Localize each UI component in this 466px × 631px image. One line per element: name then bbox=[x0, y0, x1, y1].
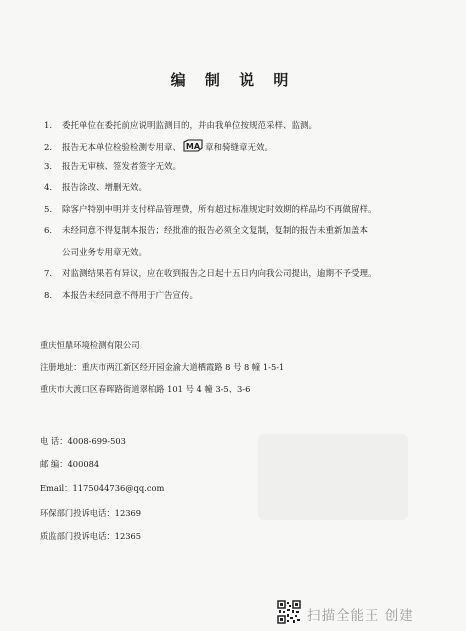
list-item-2 bbox=[44, 139, 273, 156]
cma-mark-icon bbox=[182, 139, 204, 156]
item-number: 5. bbox=[44, 205, 53, 215]
list-item-6 bbox=[44, 225, 368, 237]
item-number: 7. bbox=[44, 269, 53, 279]
item-number: 4. bbox=[44, 183, 53, 193]
item-text: 报告涂改、增删无效。 bbox=[62, 183, 148, 193]
item-text: 除客户特别申明并支付样品管理费，所有超过标准规定时效期的样品均不再做留样。 bbox=[62, 205, 377, 215]
company-name: 重庆恒鼎环境检测有限公司 bbox=[40, 340, 140, 350]
item-text: 本报告未经同意不得用于广告宣传。 bbox=[62, 291, 199, 301]
item-number: 6. bbox=[44, 226, 53, 236]
list-item-3 bbox=[44, 161, 181, 173]
list-item-6-continuation: 公司业务专用章无效。 bbox=[62, 248, 148, 258]
item-number: 8. bbox=[44, 291, 53, 301]
item-number: 3. bbox=[44, 162, 53, 172]
faded-stamp-area bbox=[258, 434, 408, 520]
item-text: 报告无审核、签发者签字无效。 bbox=[62, 162, 182, 172]
office-address: 重庆市大渡口区春晖路街道翠柏路 101 号 4 幢 3-5、3-6 bbox=[40, 384, 251, 394]
phone-number: 电 话：4008-699-503 bbox=[40, 436, 126, 446]
qr-code-icon bbox=[277, 600, 301, 624]
list-item-1 bbox=[44, 120, 317, 132]
page-title: 编 制 说 明 bbox=[170, 71, 296, 89]
list-item-8 bbox=[44, 290, 198, 302]
quality-complaint-phone: 质监部门投诉电话：12365 bbox=[40, 531, 142, 541]
list-item-7 bbox=[44, 268, 377, 280]
email: Email：1175044736@qq.com bbox=[40, 483, 165, 493]
item-text-before: 报告无本单位检验检测专用章、 bbox=[62, 143, 182, 153]
item-text: 对监测结果若有异议，应在收到报告之日起十五日内向我公司提出，逾期不予受理。 bbox=[62, 269, 377, 279]
env-complaint-phone: 环保部门投诉电话：12369 bbox=[40, 508, 142, 518]
item-text: 委托单位在委托前应说明监测目的，并由我单位按规范采样、监测。 bbox=[62, 121, 318, 131]
list-item-5 bbox=[44, 204, 377, 216]
item-text-after: 章和骑缝章无效。 bbox=[205, 143, 274, 153]
list-item-4 bbox=[44, 182, 147, 194]
postcode: 邮 编：400084 bbox=[40, 459, 100, 469]
item-number: 1. bbox=[44, 121, 53, 131]
watermark-text: 扫描全能王 创建 bbox=[307, 608, 414, 624]
item-number: 2. bbox=[44, 143, 53, 153]
svg-text:MA: MA bbox=[185, 142, 201, 151]
item-text-line1: 未经同意不得复制本报告；经批准的报告必须全文复制，复制的报告未重新加盖本 bbox=[62, 226, 369, 236]
scanner-watermark bbox=[277, 600, 457, 626]
registered-address: 注册地址：重庆市两江新区经开园金渝大道栖霞路 8 号 8 幢 1-5-1 bbox=[40, 362, 285, 372]
